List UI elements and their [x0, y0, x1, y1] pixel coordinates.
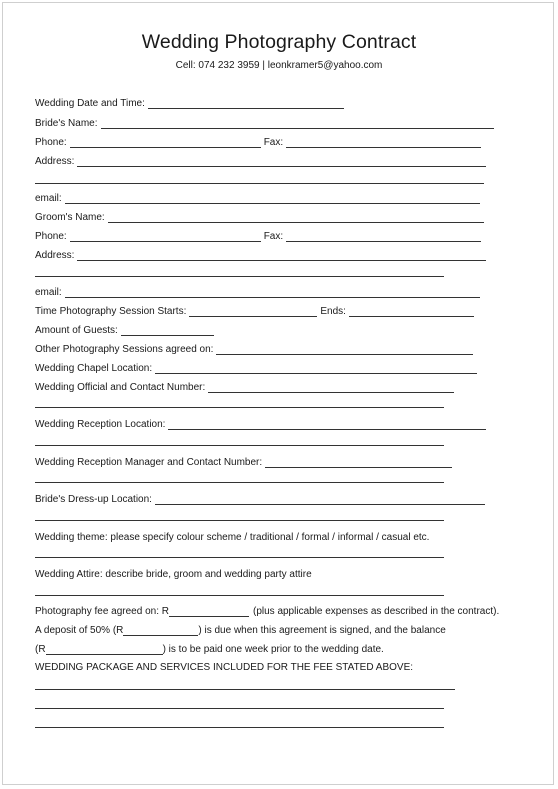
other-sessions-field[interactable]	[216, 344, 473, 355]
package-heading: WEDDING PACKAGE AND SERVICES INCLUDED FOR THE FEE STATED ABOVE:	[35, 662, 414, 673]
deposit-note: ) is due when this agreement is signed, and the balance	[198, 625, 446, 636]
attire-line[interactable]	[35, 595, 444, 596]
groom-email-field[interactable]	[65, 287, 480, 298]
wedding-date-row	[35, 95, 344, 109]
package-line-3[interactable]	[35, 727, 444, 728]
reception-manager-field[interactable]	[265, 457, 452, 468]
official-contact-line-2[interactable]	[35, 407, 444, 408]
grooms-name-row	[35, 209, 484, 223]
groom-email-label: email:	[35, 287, 62, 298]
theme-label: Wedding theme: please specify colour scheme / traditional / formal / informal / casual etc.	[35, 532, 430, 543]
bride-email-label: email:	[35, 193, 62, 204]
bride-address-row	[35, 153, 486, 167]
bride-phone-row	[35, 134, 481, 148]
groom-phone-field[interactable]	[70, 231, 261, 242]
balance-label: (R	[35, 644, 46, 655]
fee-row	[35, 603, 499, 617]
brides-name-row	[35, 115, 494, 129]
dress-up-row	[35, 491, 485, 505]
groom-address-line-2[interactable]	[35, 276, 444, 277]
balance-note: ) is to be paid one week prior to the wedding date.	[162, 644, 384, 655]
bride-phone-label: Phone:	[35, 137, 67, 148]
guests-row	[35, 322, 214, 336]
bride-fax-label: Fax:	[263, 137, 284, 148]
session-starts-field[interactable]	[189, 306, 317, 317]
wedding-date-label: Wedding Date and Time:	[35, 98, 145, 109]
bride-fax-field[interactable]	[286, 137, 481, 148]
groom-address-row	[35, 247, 486, 261]
theme-line[interactable]	[35, 557, 444, 558]
brides-name-label: Bride's Name:	[35, 118, 98, 129]
balance-row	[35, 641, 384, 655]
reception-manager-label: Wedding Reception Manager and Contact Number:	[35, 457, 263, 468]
groom-email-row	[35, 284, 480, 298]
bride-email-row	[35, 190, 480, 204]
reception-manager-line-2[interactable]	[35, 482, 444, 483]
guests-field[interactable]	[121, 325, 214, 336]
groom-phone-label: Phone:	[35, 231, 67, 242]
package-line-1[interactable]	[35, 689, 455, 690]
attire-row	[35, 566, 315, 580]
package-heading-row	[35, 659, 413, 673]
official-contact-row	[35, 379, 454, 393]
other-sessions-label: Other Photography Sessions agreed on:	[35, 344, 214, 355]
official-contact-label: Wedding Official and Contact Number:	[35, 382, 206, 393]
package-line-2[interactable]	[35, 708, 444, 709]
bride-address-field[interactable]	[77, 156, 486, 167]
bride-address-line-2[interactable]	[35, 183, 484, 184]
session-ends-field[interactable]	[349, 306, 474, 317]
dress-up-line-2[interactable]	[35, 520, 444, 521]
deposit-label: A deposit of 50% (R	[35, 625, 124, 636]
reception-location-field[interactable]	[168, 419, 486, 430]
session-ends-label: Ends:	[320, 306, 346, 317]
groom-address-label: Address:	[35, 250, 75, 261]
reception-manager-row	[35, 454, 452, 468]
chapel-location-row	[35, 360, 477, 374]
groom-fax-field[interactable]	[286, 231, 481, 242]
guests-label: Amount of Guests:	[35, 325, 118, 336]
deposit-field[interactable]	[123, 625, 198, 636]
deposit-row	[35, 622, 446, 636]
groom-fax-label: Fax:	[263, 231, 284, 242]
grooms-name-label: Groom's Name:	[35, 212, 105, 223]
fee-field[interactable]	[169, 606, 249, 617]
groom-phone-row	[35, 228, 481, 242]
bride-email-field[interactable]	[65, 193, 480, 204]
contact-info: Cell: 074 232 3959 | leonkramer5@yahoo.com	[175, 60, 383, 71]
brides-name-field[interactable]	[101, 118, 494, 129]
reception-location-line-2[interactable]	[35, 445, 444, 446]
bride-phone-field[interactable]	[70, 137, 261, 148]
page-title: Wedding Photography Contract	[141, 31, 417, 53]
reception-location-row	[35, 416, 486, 430]
groom-address-field[interactable]	[77, 250, 486, 261]
balance-field[interactable]	[46, 644, 163, 655]
grooms-name-field[interactable]	[108, 212, 484, 223]
official-contact-field[interactable]	[208, 382, 454, 393]
session-starts-label: Time Photography Session Starts:	[35, 306, 187, 317]
fee-note: (plus applicable expenses as described in the contract).	[252, 606, 500, 617]
wedding-date-field[interactable]	[148, 98, 344, 109]
session-time-row	[35, 303, 474, 317]
other-sessions-row	[35, 341, 473, 355]
reception-location-label: Wedding Reception Location:	[35, 419, 166, 430]
chapel-location-field[interactable]	[155, 363, 477, 374]
dress-up-field[interactable]	[155, 494, 485, 505]
attire-label: Wedding Attire: describe bride, groom and wedding party attire	[35, 569, 312, 580]
dress-up-label: Bride's Dress-up Location:	[35, 494, 152, 505]
bride-address-label: Address:	[35, 156, 75, 167]
chapel-location-label: Wedding Chapel Location:	[35, 363, 153, 374]
fee-label: Photography fee agreed on: R	[35, 606, 169, 617]
theme-row	[35, 529, 432, 543]
